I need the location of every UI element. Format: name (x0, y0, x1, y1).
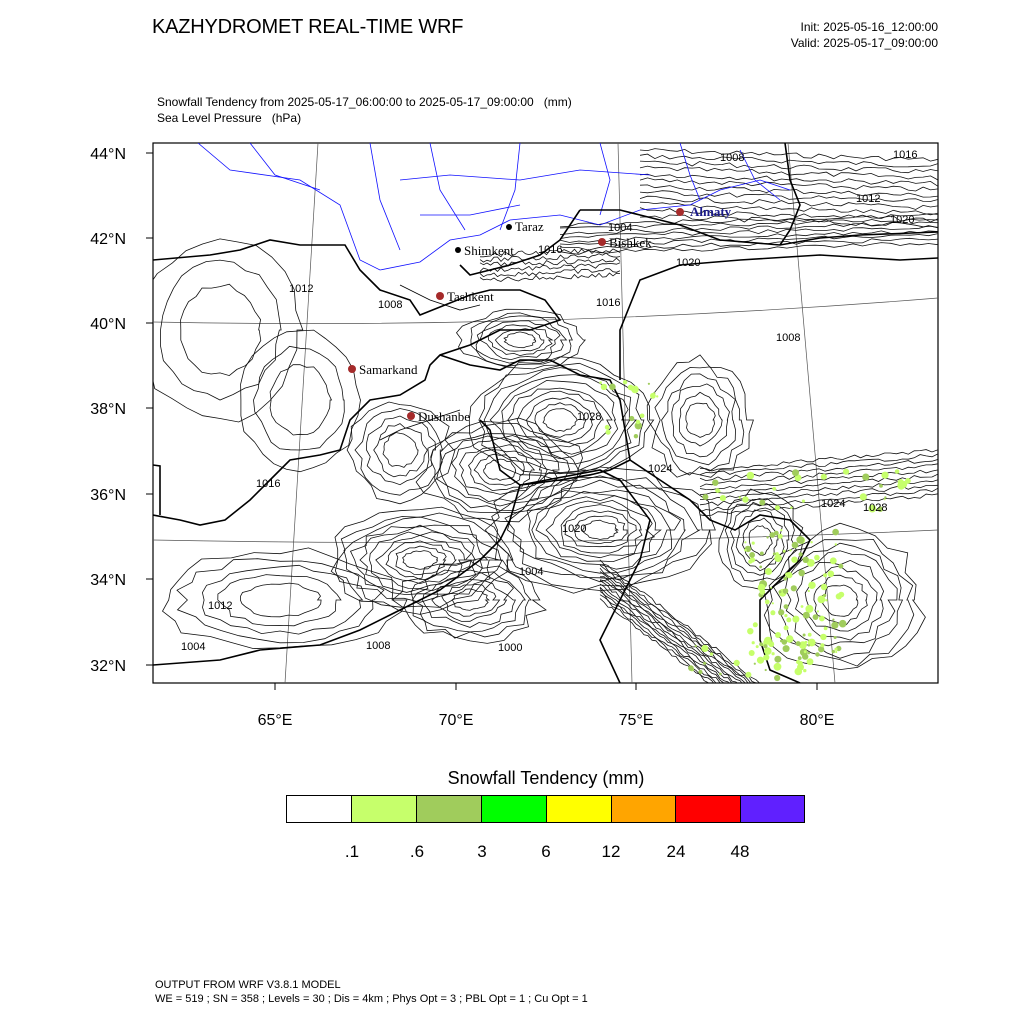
colorbar-box (741, 796, 805, 823)
snowfall-cell (656, 395, 658, 397)
snowfall-cell (752, 641, 755, 644)
colorbar-box (676, 796, 741, 823)
snowfall-cell (836, 593, 842, 599)
snowfall-cell (820, 643, 824, 647)
snowfall-cell (640, 414, 645, 419)
snowfall-cell (698, 670, 702, 674)
snowfall-cell (783, 645, 790, 652)
snowfall-cell (718, 490, 720, 492)
snowfall-cell (825, 599, 827, 601)
subtitle-pressure: Sea Level Pressure (hPa) (157, 111, 302, 125)
snowfall-cell (807, 658, 814, 665)
city-label: Almaty (690, 204, 732, 219)
snowfall-cell (784, 614, 787, 617)
isobar-label: 1016 (893, 149, 918, 161)
snowfall-cell (634, 434, 638, 438)
snowfall-cell (860, 493, 867, 500)
isobar-label: 1000 (498, 642, 523, 654)
snowfall-cell (801, 605, 804, 608)
city-label: Taraz (515, 219, 544, 234)
lat-label: 38°N (90, 401, 126, 418)
snowfall-cell (792, 616, 799, 623)
latitude-labels (90, 146, 126, 675)
footer-model: OUTPUT FROM WRF V3.8.1 MODEL (155, 979, 341, 991)
colorbar-box (482, 796, 547, 823)
snowfall-cell (695, 645, 697, 647)
snowfall-cell (772, 652, 775, 655)
colorbar-tick: 6 (541, 842, 551, 861)
snowfall-cell (745, 672, 751, 678)
snowfall-cell (754, 663, 756, 665)
snowfall-cell (832, 529, 839, 536)
city-marker (676, 208, 684, 216)
snowfall-cell (778, 534, 783, 539)
snowfall-cell (760, 552, 764, 556)
city-marker (598, 238, 606, 246)
snowfall-cell (830, 557, 837, 564)
snowfall-cell (739, 496, 741, 498)
lat-label: 32°N (90, 658, 126, 675)
valid-time: Valid: 2025-05-17_09:00:00 (790, 36, 938, 50)
init-time: Init: 2025-05-16_12:00:00 (800, 20, 938, 34)
snowfall-cell (799, 552, 803, 556)
isobar-label: 1024 (821, 498, 846, 510)
snowfall-cell (824, 627, 828, 631)
snowfall-cell (843, 469, 849, 475)
isobar-label: 1016 (596, 297, 621, 309)
snowfall-cell (759, 642, 763, 646)
snowfall-cell (778, 609, 784, 615)
snowfall-cell (785, 572, 789, 576)
colorbar-box (417, 796, 482, 823)
snowfall-cell (808, 644, 810, 646)
snowfall-cell (802, 653, 808, 659)
isobar-label: 1028 (577, 411, 602, 423)
snowfall-cell (832, 650, 835, 653)
snowfall-cell (835, 651, 837, 653)
snowfall-cell (820, 634, 826, 640)
lat-label: 34°N (90, 572, 126, 589)
snowfall-cell (774, 656, 781, 663)
snowfall-cell (764, 647, 772, 655)
snowfall-cell (792, 542, 799, 549)
city-marker (436, 292, 444, 300)
snowfall-cell (749, 650, 755, 656)
subtitle-snowfall: Snowfall Tendency from 2025-05-17_06:00:00 to 2025-05-17_09:00:00 (mm) (157, 95, 572, 109)
snowfall-cell (763, 654, 769, 660)
snowfall-cell (838, 564, 843, 569)
snowfall-cell (897, 482, 905, 490)
snowfall-cell (879, 484, 883, 488)
snowfall-cell (744, 549, 747, 552)
snowfall-cell (835, 543, 837, 545)
lon-label: 65°E (257, 712, 293, 729)
snowfall-cell (798, 656, 802, 660)
isobar-label: 1012 (208, 600, 233, 612)
snowfall-cell (606, 430, 611, 435)
snowfall-cell (601, 384, 607, 390)
city-label: Samarkand (359, 362, 418, 377)
city-marker (506, 224, 512, 230)
colorbar-box (352, 796, 417, 823)
snowfall-cell (764, 637, 772, 645)
snowfall-cell (750, 557, 755, 562)
isobar-label: 1020 (890, 214, 915, 226)
city-shimkent (455, 243, 514, 258)
snowfall-cell (862, 474, 869, 481)
snowfall-cell (629, 416, 634, 421)
snowfall-cell (710, 652, 713, 655)
snowfall-cell (763, 644, 767, 648)
snowfall-cell (701, 645, 708, 652)
snowfall-cell (821, 584, 827, 590)
snowfall-cell (650, 393, 656, 399)
snowfall-cell (792, 469, 799, 476)
snowfall-cell (791, 557, 797, 563)
snowfall-cell (758, 584, 766, 592)
city-marker (407, 412, 415, 420)
lat-label: 36°N (90, 487, 126, 504)
snowfall-cell (774, 675, 780, 681)
footer-config: WE = 519 ; SN = 358 ; Levels = 30 ; Dis = 4km ; Phys Opt = 3 ; PBL Opt = 1 ; Cu Opt = 1 (155, 993, 588, 1005)
lat-label: 40°N (90, 316, 126, 333)
snowfall-cell (765, 669, 767, 671)
snowfall-cell (779, 590, 782, 593)
snowfall-cell (770, 610, 775, 615)
colorbar-tick: 24 (666, 842, 686, 861)
snowfall-cell (628, 385, 634, 391)
snowfall-cell (790, 506, 793, 509)
snowfall-cell (783, 577, 787, 581)
colorbar-tick: 3 (477, 842, 487, 861)
snowfall-cell (808, 652, 810, 654)
isobar-label: 1004 (519, 566, 544, 578)
snowfall-cell (796, 641, 801, 646)
isobar-label: 1012 (856, 193, 881, 205)
isobar-label: 1028 (863, 502, 888, 514)
lon-label: 70°E (438, 712, 474, 729)
snowfall-cell (810, 541, 812, 543)
isobar-label: 1020 (676, 257, 701, 269)
lat-label: 44°N (90, 146, 126, 163)
main-title: KAZHYDROMET REAL-TIME WRF (152, 16, 464, 38)
snowfall-cell (808, 590, 810, 592)
snowfall-cell (776, 554, 781, 559)
snowfall-cell (802, 500, 805, 503)
snowfall-cell (814, 555, 820, 561)
lon-label: 80°E (799, 712, 835, 729)
city-label: Dushanbe (418, 409, 470, 424)
snowfall-cell (772, 487, 776, 491)
colorbar-box (287, 796, 352, 823)
snowfall-cell (775, 632, 781, 638)
lon-label: 75°E (618, 712, 654, 729)
city-label: Shimkent (464, 243, 514, 258)
snowfall-cell (752, 542, 755, 545)
snowfall-cell (773, 552, 776, 555)
isobar-label: 1016 (256, 478, 281, 490)
snowfall-cell (765, 568, 772, 575)
snowfall-cell (769, 532, 775, 538)
snowfall-cell (815, 652, 819, 656)
snowfall-cell (834, 636, 837, 639)
snowfall-cell (791, 585, 797, 591)
snowfall-cell (734, 660, 740, 666)
snowfall-cell (605, 425, 610, 430)
snowfall-cell (804, 650, 807, 653)
colorbar-box (547, 796, 612, 823)
snowfall-cell (805, 605, 813, 613)
snowfall-cell (783, 588, 789, 594)
snowfall-cell (648, 383, 650, 385)
lat-label: 42°N (90, 231, 126, 248)
snowfall-cell (759, 566, 762, 569)
isobar-label: 1008 (366, 640, 391, 652)
snowfall-cell (720, 495, 726, 501)
snowfall-cell (808, 582, 815, 589)
city-samarkand (348, 362, 418, 377)
snowfall-cell (702, 494, 708, 500)
city-marker (348, 365, 356, 373)
snowfall-cell (749, 552, 755, 558)
colorbar-box (612, 796, 676, 823)
isobar-label: 1004 (608, 222, 633, 234)
snowfall-cell (795, 668, 803, 676)
city-marker (455, 247, 461, 253)
snowfall-cell (818, 646, 824, 652)
snowfall-cell (784, 604, 789, 609)
snowfall-cell (742, 496, 748, 502)
snowfall-cell (808, 633, 812, 637)
snowfall-cell (881, 472, 888, 479)
snowfall-cell (782, 639, 788, 645)
snowfall-cell (803, 634, 806, 637)
snowfall-cell (623, 380, 627, 384)
snowfall-cell (786, 635, 793, 642)
colorbar-tick: 12 (601, 842, 621, 861)
snowfall-cell (766, 536, 768, 538)
snowfall-cell (747, 472, 755, 480)
snowfall-cell (783, 550, 786, 553)
isobar-label: 1024 (648, 463, 673, 475)
snowfall-cell (772, 602, 774, 604)
snowfall-cell (719, 673, 722, 676)
colorbar-tick: .6 (409, 842, 425, 861)
isobar-label: 1008 (720, 152, 745, 164)
snowfall-cell (780, 529, 782, 531)
snowfall-cell (759, 500, 765, 506)
colorbar (286, 795, 806, 823)
snowfall-cell (803, 557, 809, 563)
snowfall-cell (823, 573, 827, 577)
snowfall-cell (757, 657, 764, 664)
snowfall-cell (839, 620, 847, 628)
snowfall-cell (832, 619, 834, 621)
snowfall-cell (744, 541, 746, 543)
snowfall-cell (789, 549, 791, 551)
snowfall-cell (786, 617, 791, 622)
snowfall-cell (784, 625, 789, 630)
snowfall-cell (884, 496, 886, 498)
snowfall-cell (599, 381, 602, 384)
colorbar-tick: .1 (344, 842, 360, 861)
snowfall-cell (770, 587, 772, 589)
snowfall-cell (813, 614, 819, 620)
snowfall-cell (895, 469, 900, 474)
snowfall-cell (753, 622, 758, 627)
snowfall-cell (817, 610, 819, 612)
longitude-labels (258, 712, 835, 729)
snowfall-cell (798, 570, 805, 577)
snowfall-cell (712, 480, 718, 486)
snowfall-cell (821, 474, 827, 480)
city-label: Tashkent (447, 289, 494, 304)
isobar-label: 1004 (181, 641, 206, 653)
snowfall-cell (756, 645, 759, 648)
colorbar-title: Snowfall Tendency (mm) (447, 768, 645, 788)
snowfall-cell (834, 648, 837, 651)
snowfall-cell (688, 665, 694, 671)
snowfall-cell (747, 628, 753, 634)
snowfall-cell (819, 616, 825, 622)
snowfall-cell (796, 536, 804, 544)
snowfall-cell (828, 571, 835, 578)
snowfall-cell (774, 663, 782, 671)
isobar-label: 1008 (378, 299, 403, 311)
snowfall-cell (831, 622, 838, 629)
snowfall-cell (765, 600, 770, 605)
snowfall-cell (609, 384, 616, 391)
snowfall-cell (636, 420, 640, 424)
snowfall-cell (803, 669, 806, 672)
snowfall-cell (803, 612, 810, 619)
isobar-label: 1020 (562, 523, 587, 535)
snowfall-cell (818, 596, 826, 604)
city-label: Bishkek (609, 235, 652, 250)
snowfall-cell (775, 505, 780, 510)
snowfall-cell (703, 662, 706, 665)
isobar-label: 1016 (538, 244, 563, 256)
colorbar-tick: 48 (730, 842, 750, 861)
isobar-label: 1012 (289, 283, 314, 295)
isobar-label: 1008 (776, 332, 801, 344)
